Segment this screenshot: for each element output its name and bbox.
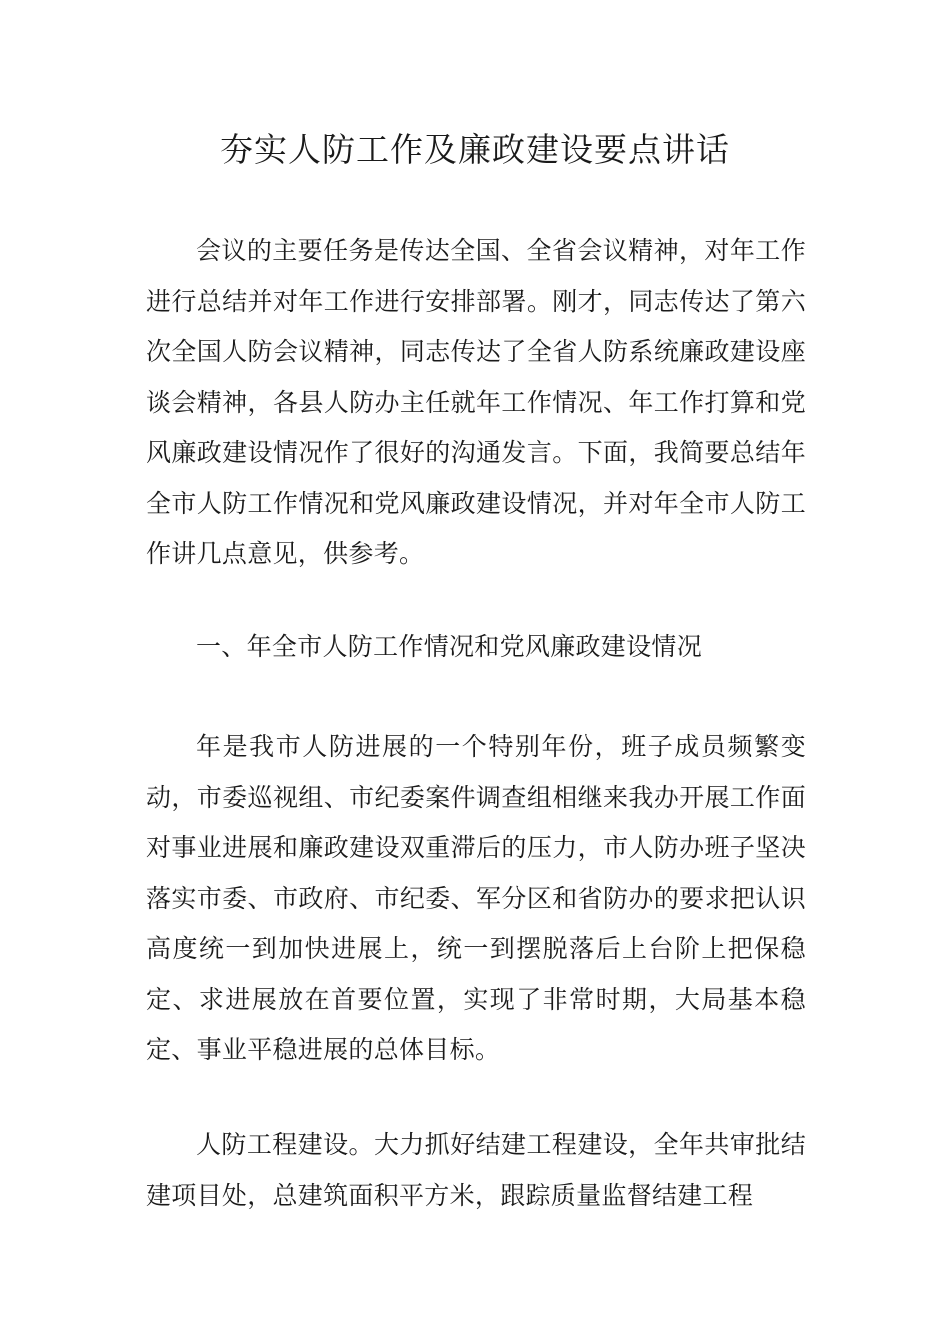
paragraph-construction: 人防工程建设。大力抓好结建工程建设，全年共审批结建项目处，总建筑面积平方米，跟踪质量监督结建工程 [146,1130,806,1210]
paragraph-summary: 年是我市人防进展的一个特别年份，班子成员频繁变动，市委巡视组、市纪委案件调查组相继来我办开展工作面对事业进展和廉政建设双重滞后的压力，市人防办班子坚决落实市委、市政府、市纪委、军分区和省防办的要求把认识高度统一到加快进展上，统一到摆脱落后上台阶上把保稳定、求进展放在首要位置，实现了非常时期，大局基本稳定、事业平稳进展的总体目标。 [146,732,806,1064]
section-heading-1: 一、年全市人防工作情况和党风廉政建设情况 [196,632,703,661]
document-title: 夯实人防工作及廉政建设要点讲话 [220,130,730,169]
paragraph-intro: 会议的主要任务是传达全国、全省会议精神，对年工作进行总结并对年工作进行安排部署。刚才，同志传达了第六次全国人防会议精神，同志传达了全省人防系统廉政建设座谈会精神，各县人防办主任就年工作情况、年工作打算和党风廉政建设情况作了很好的沟通发言。下面，我简要总结年全市人防工作情况和党风廉政建设情况，并对年全市人防工作讲几点意见，供参考。 [146,236,806,568]
